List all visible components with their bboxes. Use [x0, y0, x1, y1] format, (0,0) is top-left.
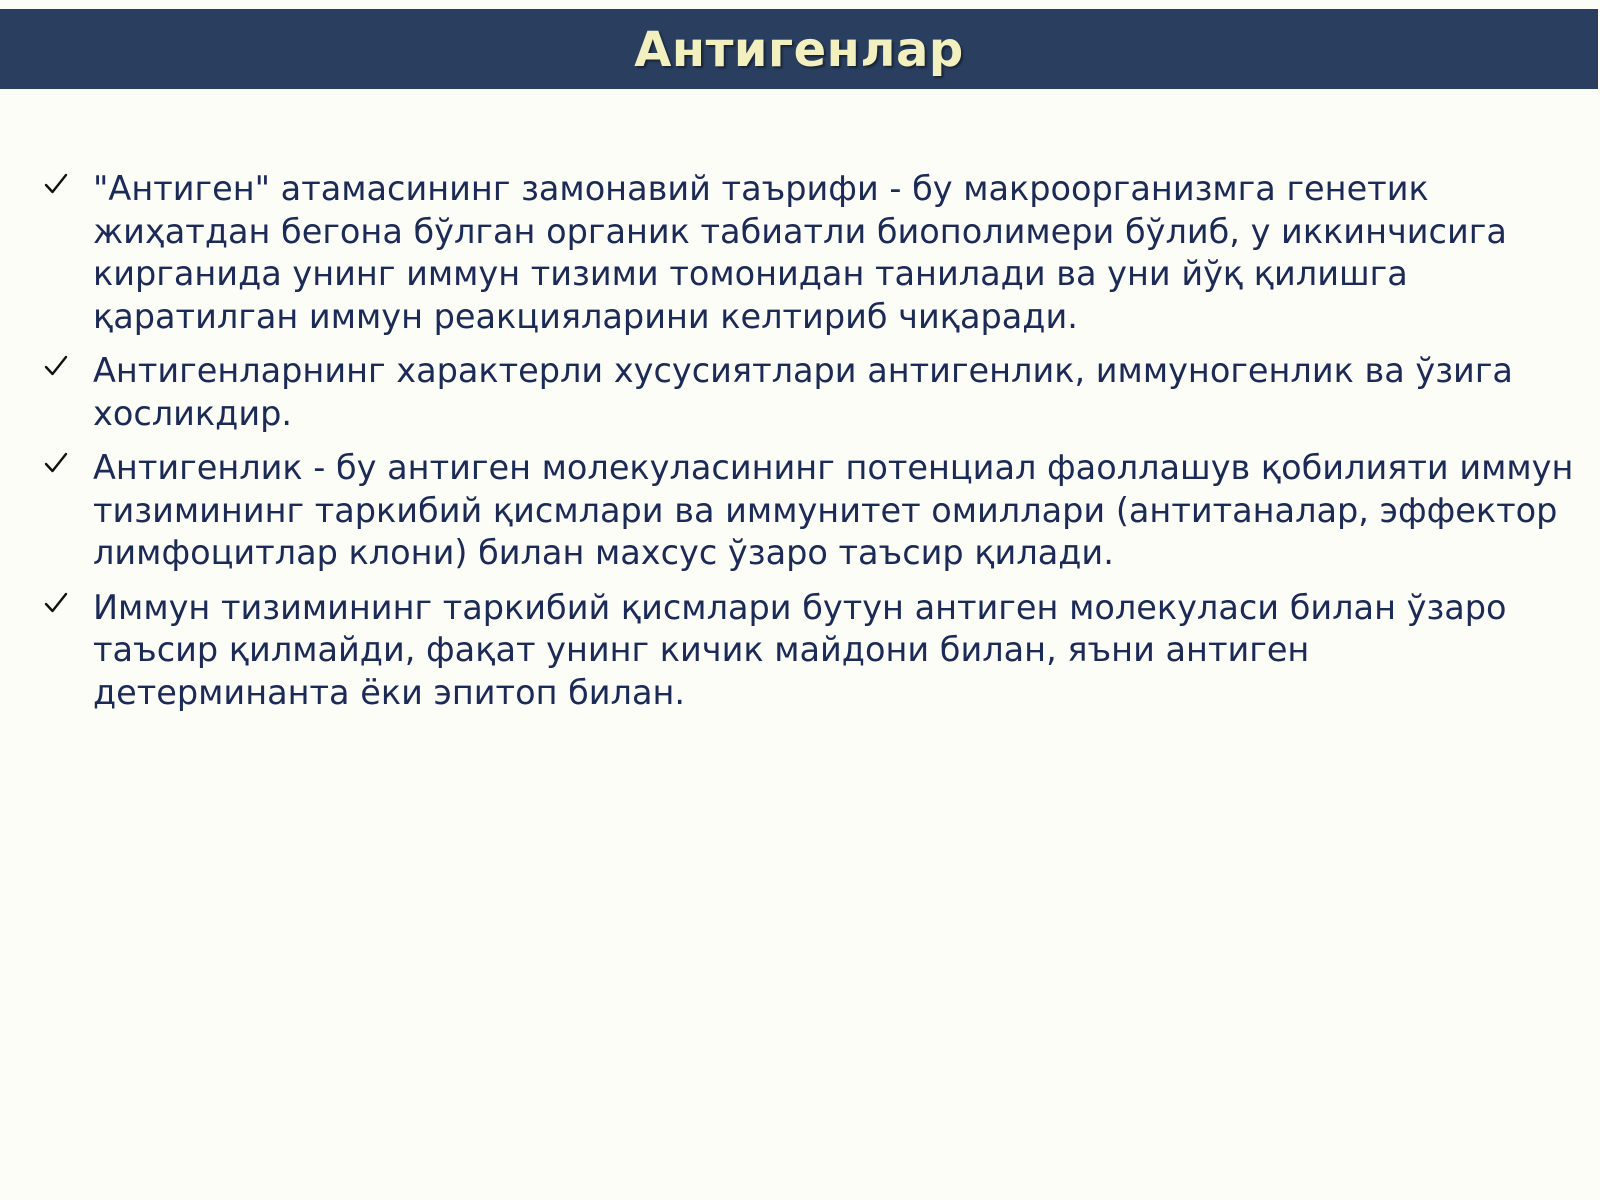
bullet-text: "Антиген" атамасининг замонавий таърифи - бу макроорганизмга генетик жиҳатдан бегона бўлган органик табиатли биополимери бўлиб, у иккинчисига кирганида унинг иммун тизими томонидан танилади ва уни йўқ қилишга қаратилган иммун реакцияларини келтириб чиқаради. [93, 169, 1507, 336]
bullet-text: Антигенларнинг характерли хусусиятлари антигенлик, иммуногенлик ва ўзига хосликдир. [93, 351, 1513, 433]
bullet-list [40, 168, 1575, 726]
title-bar [0, 9, 1598, 89]
bullet-item [40, 587, 1575, 715]
checkmark-icon [43, 353, 69, 379]
slide-title: Антигенлар [634, 22, 964, 78]
checkmark-icon [43, 171, 69, 197]
bullet-text: Иммун тизимининг таркибий қисмлари бутун антиген молекуласи билан ўзаро таъсир қилмайди, фақат унинг кичик майдони билан, яъни антиген детерминанта ёки эпитоп билан. [93, 587, 1507, 712]
checkmark-icon [43, 450, 69, 476]
bullet-item [40, 350, 1575, 435]
bullet-item [40, 447, 1575, 575]
bullet-text: Антигенлик - бу антиген молекуласининг потенциал фаоллашув қобилияти иммун тизимининг таркибий қисмлари ва иммунитет омиллари (антитаналар, эффектор лимфоцитлар клони) билан махсус ўзаро таъсир қилади. [93, 448, 1574, 572]
bullet-item [40, 168, 1575, 338]
checkmark-icon [43, 590, 69, 616]
